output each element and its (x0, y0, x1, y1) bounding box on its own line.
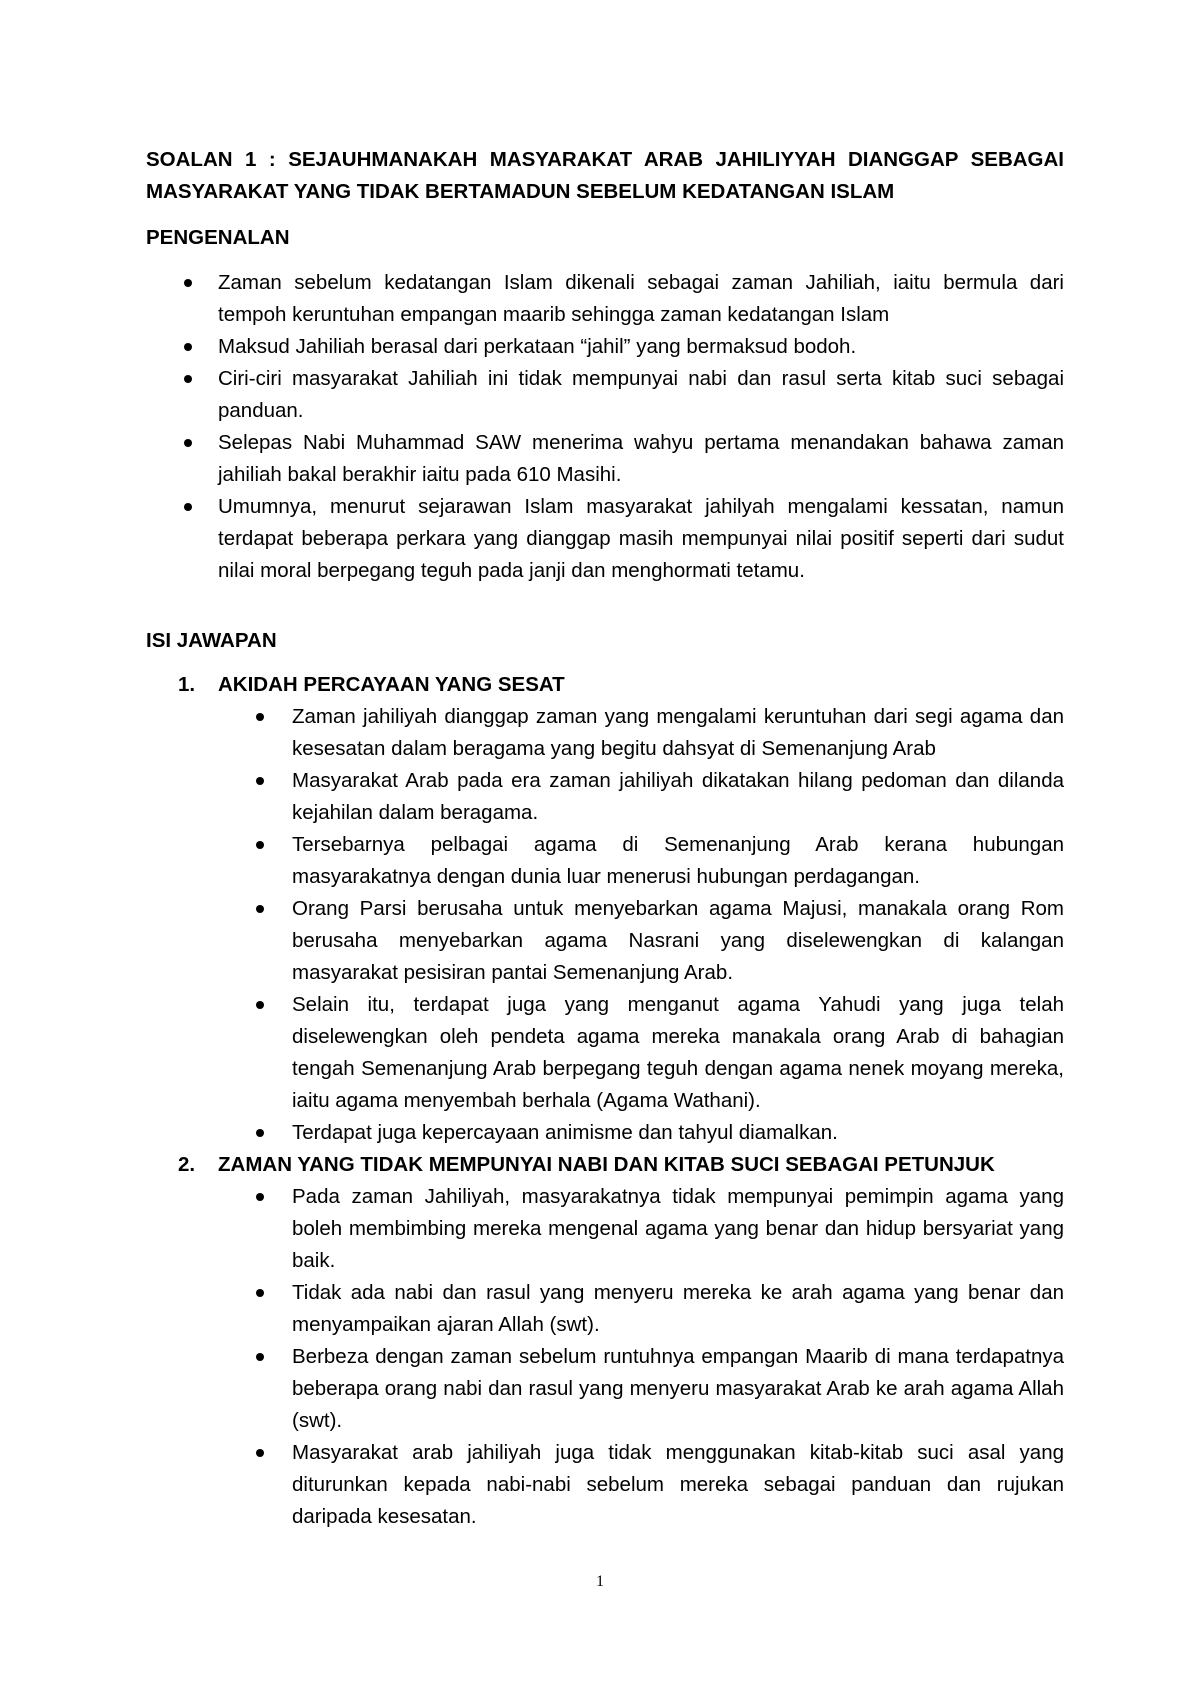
point-bullet: Berbeza dengan zaman sebelum runtuhnya empangan Maarib di mana terdapatnya beberapa orang nabi dan rasul yang menyeru masyarakat Arab ke arah agama Allah (swt). (146, 1341, 1064, 1437)
intro-bullet: Selepas Nabi Muhammad SAW menerima wahyu pertama menandakan bahawa zaman jahiliah bakal berakhir iaitu pada 610 Masihi. (146, 427, 1064, 491)
page-number: 1 (596, 1573, 604, 1590)
point-bullet-list (146, 701, 1064, 1149)
intro-bullet: Ciri-ciri masyarakat Jahiliah ini tidak mempunyai nabi dan rasul serta kitab suci sebagai panduan. (146, 363, 1064, 427)
point-bullet: Orang Parsi berusaha untuk menyebarkan agama Majusi, manakala orang Rom berusaha menyebarkan agama Nasrani yang diselewengkan di kalangan masyarakat pesisiran pantai Semenanjung Arab. (146, 893, 1064, 989)
point-bullet-list (146, 1181, 1064, 1533)
intro-bullet: Zaman sebelum kedatangan Islam dikenali sebagai zaman Jahiliah, iaitu bermula dari tempoh keruntuhan empangan maarib sehingga zaman kedatangan Islam (146, 267, 1064, 331)
point-title-text: AKIDAH PERCAYAAN YANG SESAT (218, 673, 565, 696)
question-title: SOALAN 1 : SEJAUHMANAKAH MASYARAKAT ARAB JAHILIYYAH DIANGGAP SEBAGAI MASYARAKAT YANG TIDAK BERTAMADUN SEBELUM KEDATANGAN ISLAM (146, 148, 1064, 203)
document-content (146, 144, 1064, 1533)
point-bullet: Pada zaman Jahiliyah, masyarakatnya tidak mempunyai pemimpin agama yang boleh membimbing mereka mengenal agama yang benar dan hidup bersyariat yang baik. (146, 1181, 1064, 1277)
answer-heading: ISI JAWAPAN (146, 629, 277, 652)
point-bullet: Terdapat juga kepercayaan animisme dan tahyul diamalkan. (146, 1117, 1064, 1149)
intro-bullet-list (146, 267, 1064, 587)
point-number: 2. (178, 1153, 196, 1176)
point-number: 1. (178, 673, 196, 696)
point-bullet: Tersebarnya pelbagai agama di Semenanjung Arab kerana hubungan masyarakatnya dengan dunia luar menerusi hubungan perdagangan. (146, 829, 1064, 893)
answer-point-2 (146, 1149, 1064, 1533)
point-bullet: Zaman jahiliyah dianggap zaman yang mengalami keruntuhan dari segi agama dan kesesatan dalam beragama yang begitu dahsyat di Semenanjung Arab (146, 701, 1064, 765)
intro-bullet: Umumnya, menurut sejarawan Islam masyarakat jahilyah mengalami kessatan, namun terdapat beberapa perkara yang dianggap masih mempunyai nilai positif seperti dari sudut nilai moral berpegang teguh pada janji dan menghormati tetamu. (146, 491, 1064, 587)
point-bullet: Tidak ada nabi dan rasul yang menyeru mereka ke arah agama yang benar dan menyampaikan ajaran Allah (swt). (146, 1277, 1064, 1341)
intro-bullet: Maksud Jahiliah berasal dari perkataan “jahil” yang bermaksud bodoh. (146, 331, 1064, 363)
point-bullet: Masyarakat Arab pada era zaman jahiliyah dikatakan hilang pedoman dan dilanda kejahilan dalam beragama. (146, 765, 1064, 829)
answer-point-1 (146, 669, 1064, 1149)
point-title-text: ZAMAN YANG TIDAK MEMPUNYAI NABI DAN KITAB SUCI SEBAGAI PETUNJUK (218, 1153, 995, 1176)
intro-heading: PENGENALAN (146, 226, 290, 249)
intro-section (146, 222, 1064, 587)
point-bullet: Masyarakat arab jahiliyah juga tidak menggunakan kitab-kitab suci asal yang diturunkan kepada nabi-nabi sebelum mereka sebagai panduan dan rujukan daripada kesesatan. (146, 1437, 1064, 1533)
answer-section (146, 625, 1064, 1533)
point-bullet: Selain itu, terdapat juga yang menganut agama Yahudi yang juga telah diselewengkan oleh pendeta agama mereka manakala orang Arab di bahagian tengah Semenanjung Arab berpegang teguh dengan agama nenek moyang mereka, iaitu agama menyembah berhala (Agama Wathani). (146, 989, 1064, 1117)
point-title (146, 669, 1064, 701)
point-title (146, 1149, 1064, 1181)
